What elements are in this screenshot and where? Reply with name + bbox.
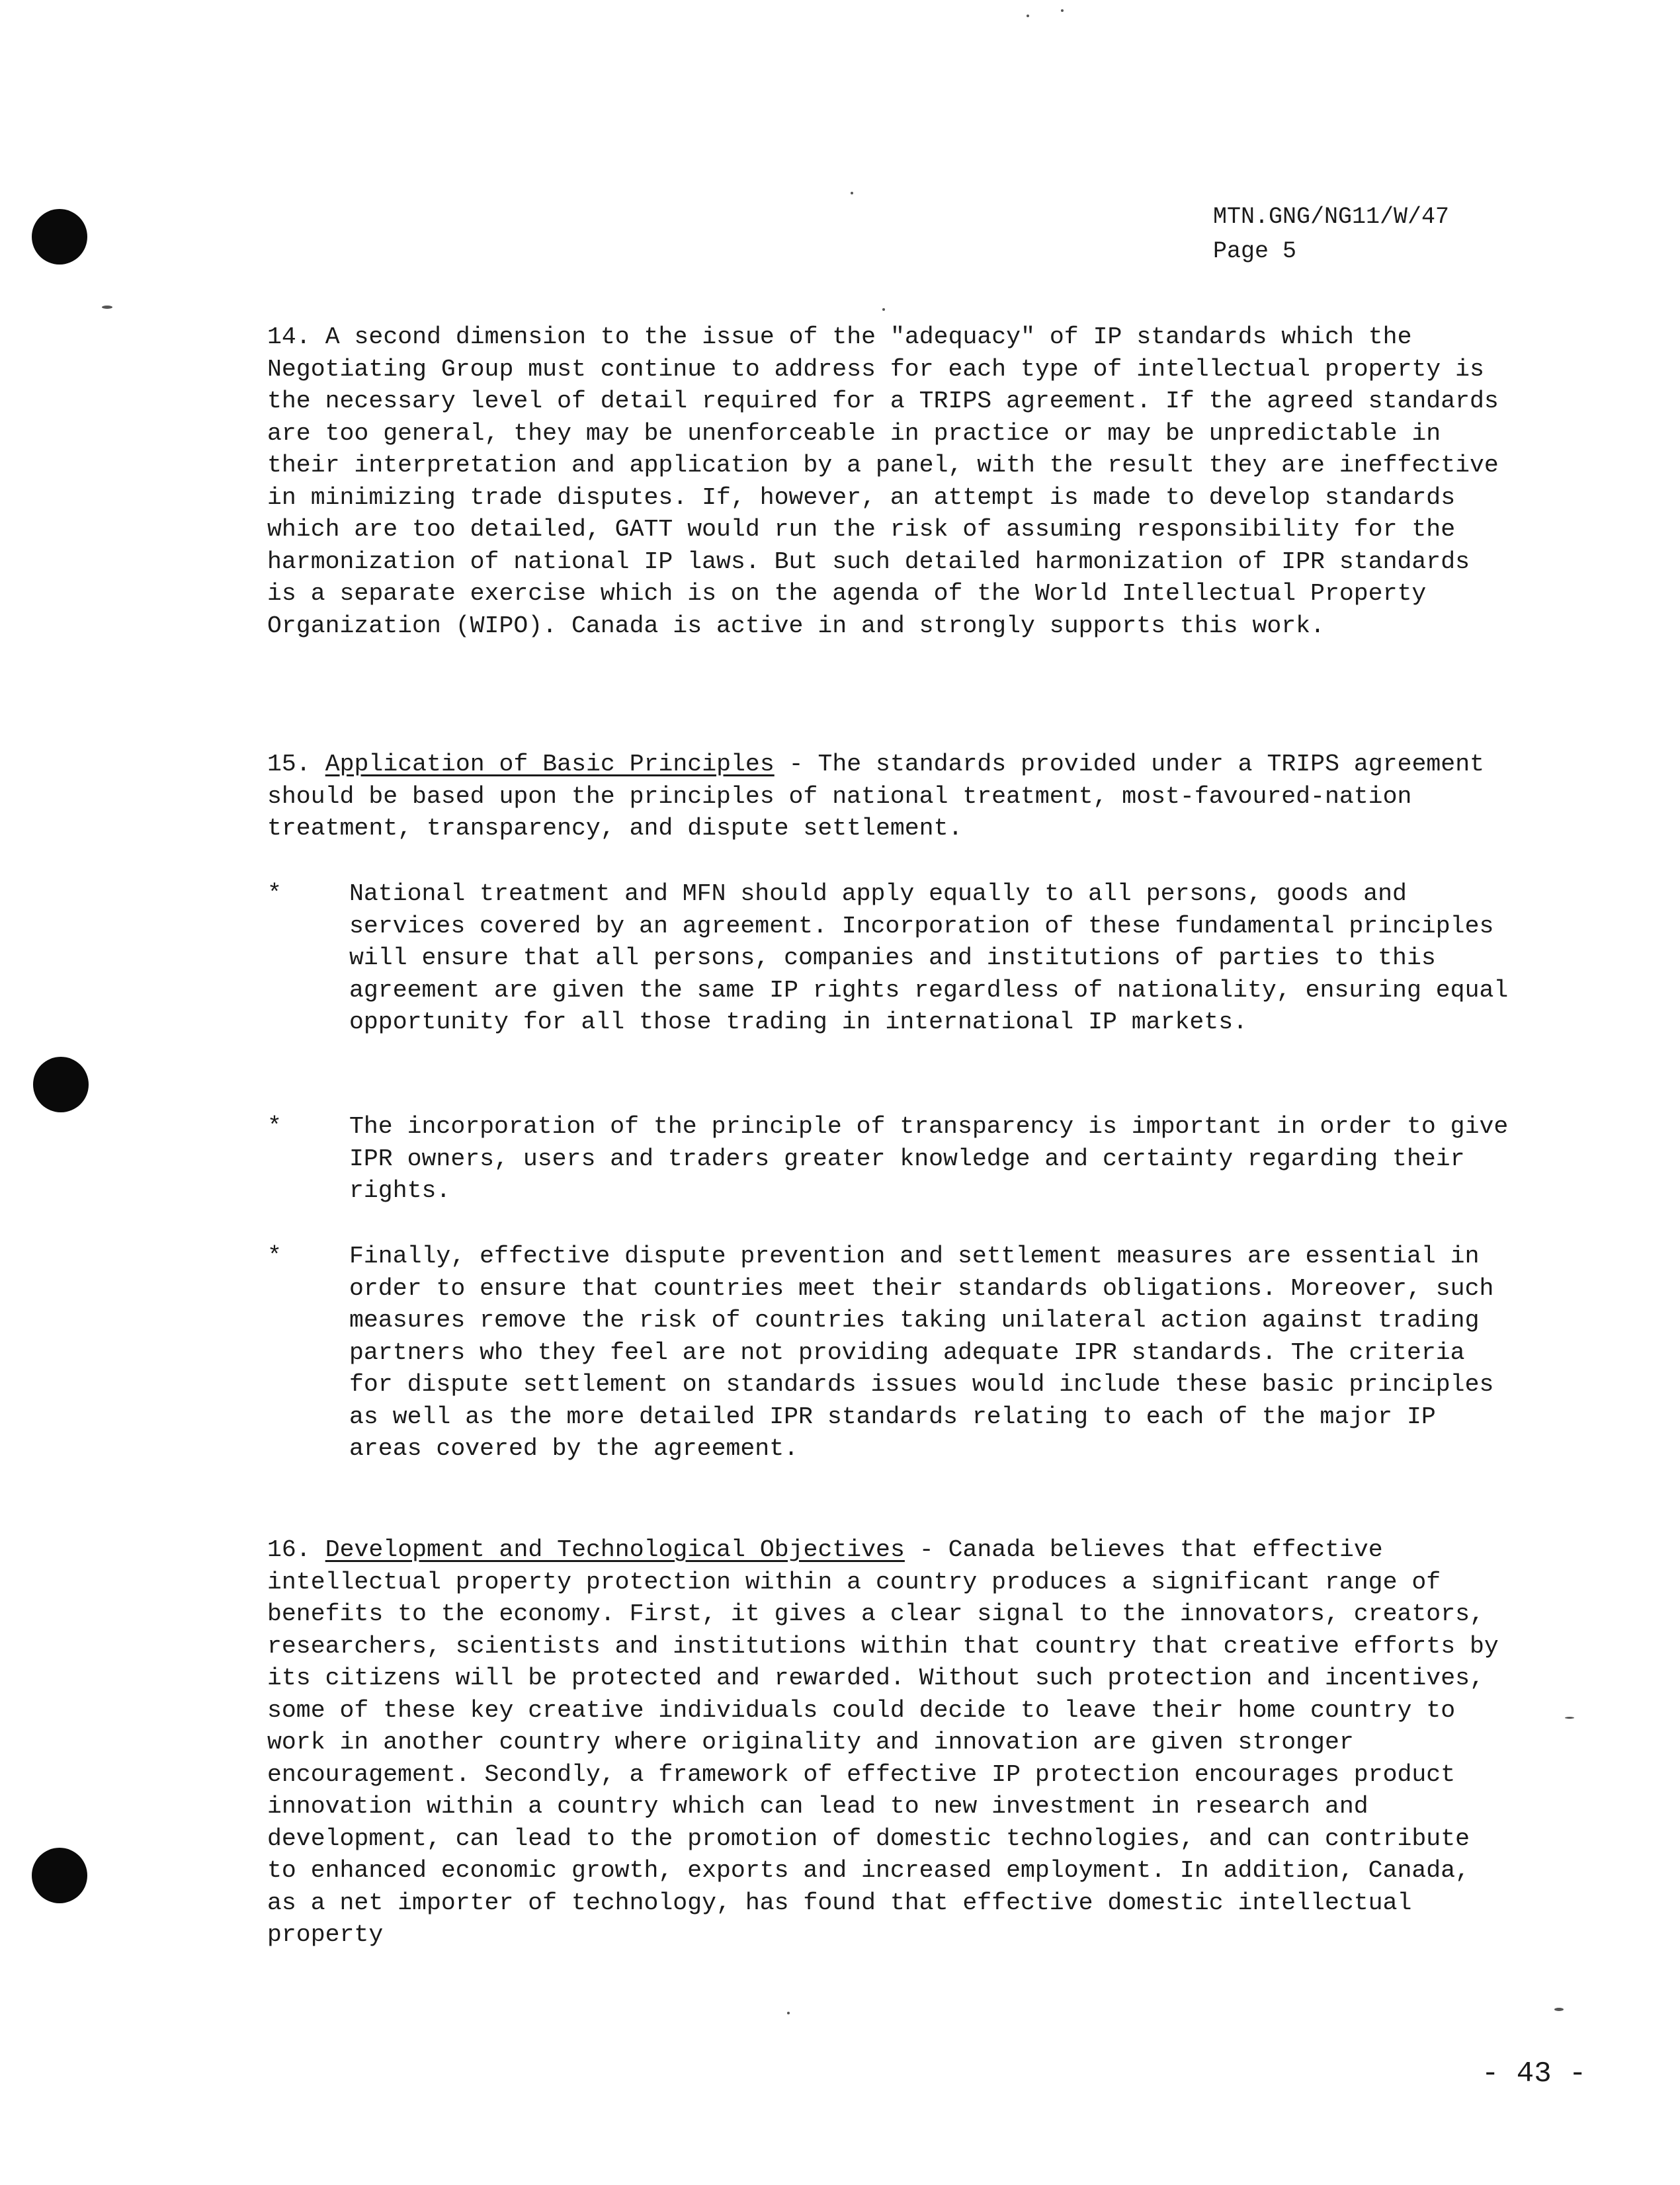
page-label: Page 5	[1213, 238, 1297, 265]
bullet-text: The incorporation of the principle of transparency is important in order to give IPR owners, users and traders greater knowledge and certainty regarding their rights.	[349, 1113, 1509, 1204]
scan-speck	[1565, 1717, 1574, 1719]
paragraph-number: 16.	[267, 1536, 311, 1563]
footer-page-number: - 43 -	[1482, 2057, 1587, 2090]
bullet-marker: *	[267, 1243, 282, 1270]
scan-speck	[787, 2012, 790, 2014]
document-header	[1213, 200, 1449, 268]
scan-speck	[851, 192, 853, 194]
punch-hole-bottom	[32, 1848, 87, 1903]
paragraph-number: 15.	[267, 751, 311, 778]
paragraph-16	[267, 1534, 1511, 1952]
bullet-text: National treatment and MFN should apply equally to all persons, goods and services covered by an agreement. Incorporation of these fundamental principles will ensure that all persons, companies and institutions of parties to this agreement are given the same IP rights regardless of nationality, ensuring equal opportunity for all those trading in international IP markets.	[349, 880, 1509, 1036]
scan-speck	[1554, 2008, 1564, 2011]
section-heading: Application of Basic Principles	[325, 751, 775, 778]
paragraph-15	[267, 749, 1511, 845]
paragraph-14	[267, 321, 1511, 642]
bullet-marker: *	[267, 1113, 282, 1140]
bullet-marker: *	[267, 880, 282, 907]
scan-speck	[1061, 9, 1064, 12]
document-reference: MTN.GNG/NG11/W/47	[1213, 204, 1450, 230]
scan-speck	[882, 308, 885, 311]
paragraph-text: A second dimension to the issue of the "adequacy" of IP standards which the Negotiating Group must continue to address for each type of intellectual property is the necessary level of detail required for a TRIPS agreement. If the agreed standards are too general, they may be unenforceable in practice or may be unpredictable in their interpretation and application by a panel, with the result they are ineffective in minimizing trade disputes. If, however, an attempt is made to develop standards which are too detailed, GATT would run the risk of assuming responsibility for the harmonization of national IP laws. But such detailed harmonization of IPR standards is a separate exercise which is on the agenda of the World Intellectual Property Organization (WIPO). Canada is active in and strongly supports this work.	[267, 323, 1499, 639]
punch-hole-top	[32, 209, 87, 265]
scan-speck	[1027, 15, 1029, 17]
punch-hole-middle	[33, 1057, 89, 1112]
paragraph-text: - The standards provided under a TRIPS agreement should be based upon the principles of national treatment, most-favoured-nation treatment, transparency, and dispute settlement.	[267, 751, 1485, 842]
paragraph-text: - Canada believes that effective intellectual property protection within a country produces a significant range of benefits to the economy. First, it gives a clear signal to the innovators, creators, researchers, scientists and institutions within that country that creative efforts by its citizens will be protected and rewarded. Without such protection and incentives, some of these key creative individuals could decide to leave their home country to work in another country where originality and innovation are given stronger encouragement. Secondly, a framework of effective IP protection encourages product innovation within a country which can lead to new investment in research and development, can lead to the promotion of domestic technologies, and can contribute to enhanced economic growth, exports and increased employment. In addition, Canada, as a net importer of technology, has found that effective domestic intellectual property	[267, 1536, 1499, 1948]
scan-speck	[102, 306, 112, 309]
paragraph-number: 14.	[267, 323, 311, 350]
section-heading: Development and Technological Objectives	[325, 1536, 905, 1563]
bullet-text: Finally, effective dispute prevention and settlement measures are essential in order to ensure that countries meet their standards obligations. Moreover, such measures remove the risk of countries taking unilateral action against trading partners who they feel are not providing adequate IPR standards. The criteria for dispute settlement on standards issues would include these basic principles as well as the more detailed IPR standards relating to each of the major IP areas covered by the agreement.	[349, 1243, 1494, 1462]
